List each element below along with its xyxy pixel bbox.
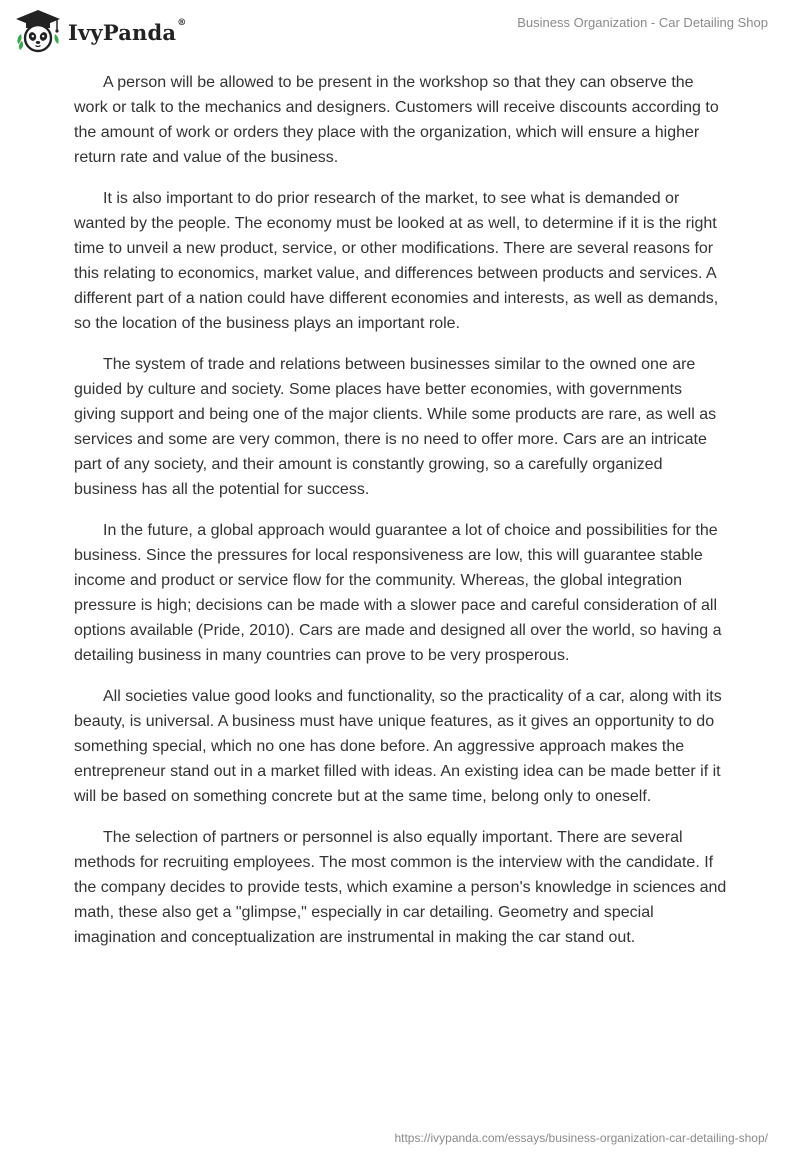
- ivypanda-logo[interactable]: [14, 8, 186, 54]
- paragraph: A person will be allowed to be present in the workshop so that they can observe the work or talk to the mechanics and designers. Customers will receive discounts according to the amount of work or orders they place with the organization, which will ensure a higher return rate and value of the business.: [74, 74, 719, 166]
- registered-mark: ®: [177, 17, 187, 28]
- paragraph: The system of trade and relations between businesses similar to the owned one are guided by culture and society. Some places have better economies, with governments giving support and being one of the major clients. While some products are rare, as well as services and some are very common, there is no need to offer more. Cars are an intricate part of any society, and their amount is constantly growing, so a carefully organized business has all the potential for success.: [74, 356, 717, 498]
- paragraph: It is also important to do prior research of the market, to see what is demanded or wanted by the people. The economy must be looked at as well, to determine if it is the right time to unveil a new product, service, or other modifications. There are several reasons for this relating to economics, market value, and differences between products and services. A different part of a nation could have different economies and interests, as well as demands, so the location of the business plays an important role.: [74, 190, 719, 332]
- paragraph: The selection of partners or personnel is also equally important. There are several methods for recruiting employees. The most common is the interview with the candidate. If the company decides to provide tests, which examine a person's knowledge in sciences and math, these also get a "glimpse," especially in car detailing. Geometry and special imagination and conceptualization are instrumental in making the car stand out.: [74, 829, 727, 946]
- panda-graduation-cap-icon: [14, 8, 62, 54]
- document-title: Business Organization - Car Detailing Shop: [517, 15, 768, 30]
- paragraph: In the future, a global approach would guarantee a lot of choice and possibilities for the business. Since the pressures for local responsiveness are low, this will guarantee stable income and product or service flow for the community. Whereas, the global integration pressure is high; decisions can be made with a slower pace and careful consideration of all options available (Pride, 2010). Cars are made and designed all over the world, so having a detailing business in many countries can prove to be very prosperous.: [74, 522, 722, 664]
- source-url[interactable]: https://ivypanda.com/essays/business-organization-car-detailing-shop/: [394, 1131, 768, 1145]
- paragraph: All societies value good looks and functionality, so the practicality of a car, along with its beauty, is universal. A business must have unique features, as it gives an opportunity to do something special, which no one has done before. An aggressive approach makes the entrepreneur stand out in a market filled with ideas. An existing idea can be made better if it will be based on something concrete but at the same time, belong only to oneself.: [74, 688, 722, 805]
- essay-body: [74, 70, 728, 966]
- page-header: [0, 0, 800, 60]
- logo-wordmark: IvyPanda®: [68, 17, 187, 45]
